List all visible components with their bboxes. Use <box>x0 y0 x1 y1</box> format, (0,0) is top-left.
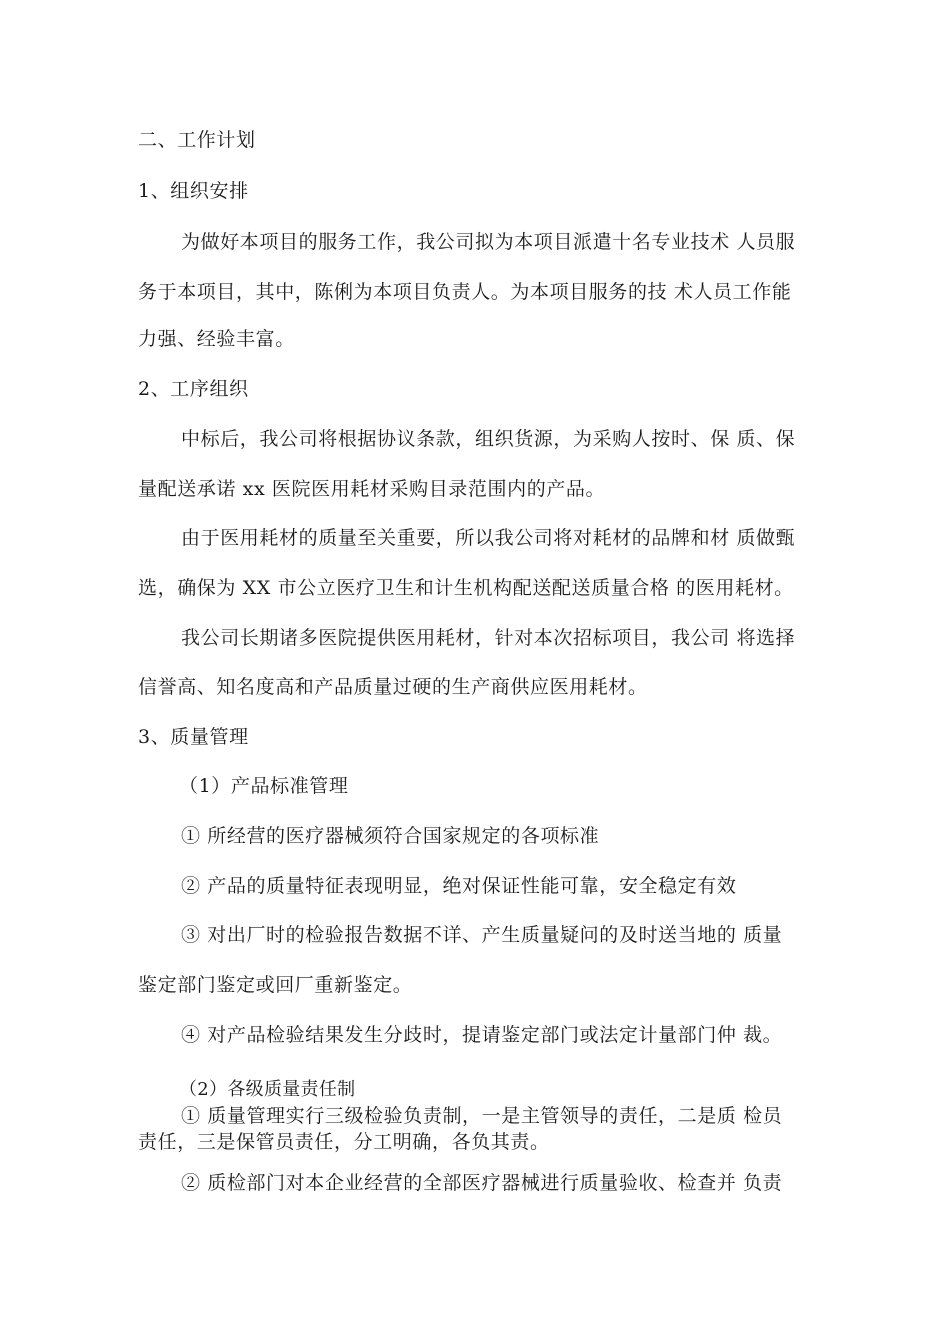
standards-item: ② 产品的质量特征表现明显，绝对保证性能可靠，安全稳定有效 <box>181 875 737 897</box>
standards-item-continued: 鉴定部门鉴定或回厂重新鉴定。 <box>138 974 413 996</box>
responsibility-subheading: （2）各级质量责任制 <box>179 1079 356 1100</box>
standards-item: ④ 对产品检验结果发生分歧时，提请鉴定部门或法定计量部门仲 裁。 <box>181 1024 783 1046</box>
standards-item: ① 所经营的医疗器械须符合国家规定的各项标准 <box>181 825 600 847</box>
process-paragraph-line: 量配送承诺 xx 医院医用耗材采购目录范围内的产品。 <box>138 478 606 500</box>
process-paragraph-line: 中标后，我公司将根据协议条款，组织货源，为采购人按时、保 质、保 <box>181 428 796 450</box>
org-paragraph-line: 务于本项目，其中，陈俐为本项目负责人。为本项目服务的技 术人员工作能 <box>138 281 792 303</box>
process-paragraph-line: 选，确保为 XX 市公立医疗卫生和计生机构配送配送质量合格 的医用耗材。 <box>138 577 794 599</box>
section-heading: 二、工作计划 <box>138 129 256 151</box>
quality-heading: 3、质量管理 <box>138 726 249 748</box>
process-paragraph-line: 由于医用耗材的质量至关重要，所以我公司将对耗材的品牌和材 质做甄 <box>181 527 796 549</box>
responsibility-item: ① 质量管理实行三级检验负责制，一是主管领导的责任，二是质 检员 <box>181 1105 783 1127</box>
standards-item: ③ 对出厂时的检验报告数据不详、产生质量疑问的及时送当地的 质量 <box>181 924 783 946</box>
process-paragraph-line: 信誉高、知名度高和产品质量过硬的生产商供应医用耗材。 <box>138 676 648 698</box>
responsibility-item-continued: 责任，三是保管员责任，分工明确，各负其责。 <box>138 1131 550 1153</box>
process-paragraph-line: 我公司长期诸多医院提供医用耗材，针对本次招标项目，我公司 将选择 <box>181 627 796 649</box>
org-paragraph-line: 力强、经验丰富。 <box>138 328 295 350</box>
responsibility-item: ② 质检部门对本企业经营的全部医疗器械进行质量验收、检查并 负责 <box>181 1172 783 1194</box>
process-heading: 2、工序组织 <box>138 378 249 400</box>
standards-subheading: （1）产品标准管理 <box>179 775 349 797</box>
org-heading: 1、组织安排 <box>138 180 249 202</box>
org-paragraph-line: 为做好本项目的服务工作，我公司拟为本项目派遣十名专业技术 人员服 <box>181 231 796 253</box>
